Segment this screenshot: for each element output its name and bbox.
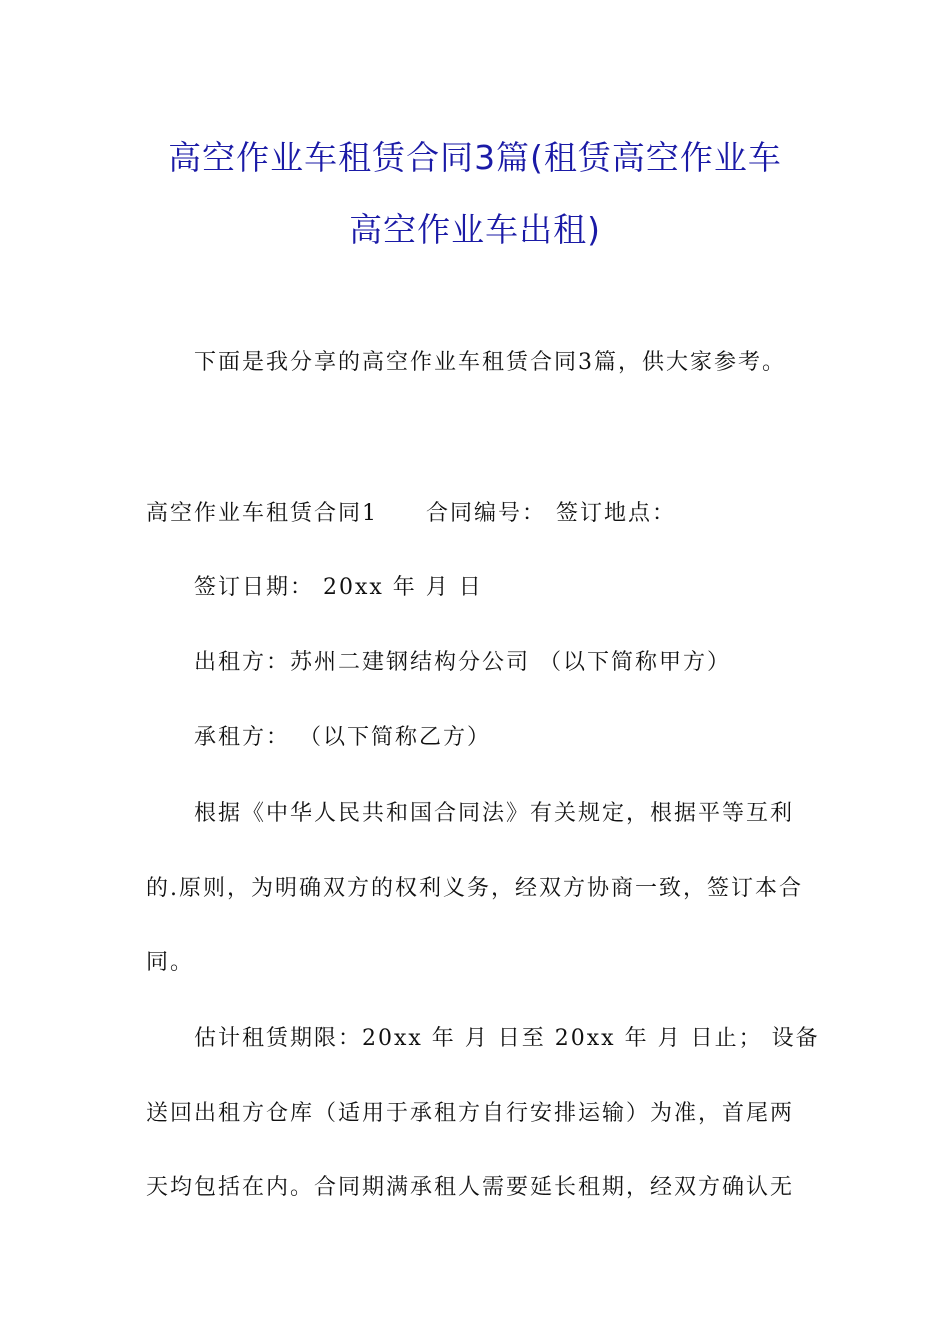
paragraph-2-line-1: 估计租赁期限：20xx 年 月 日至 20xx 年 月 日止； 设备: [194, 1026, 820, 1051]
paragraph-2-line-3: 天均包括在内。合同期满承租人需要延长租期，经双方确认无: [146, 1175, 795, 1200]
signing-place-label: 签订地点：: [556, 501, 677, 526]
document-title-line-2: 高空作业车出租): [349, 210, 601, 249]
lessee-line: 承租方： （以下简称乙方）: [194, 725, 491, 750]
contract-number-label: 合同编号：: [426, 501, 547, 526]
contract-heading: 高空作业车租赁合同1: [146, 501, 378, 526]
intro-paragraph: 下面是我分享的高空作业车租赁合同3篇，供大家参考。: [194, 350, 786, 375]
paragraph-2-line-2: 送回出租方仓库（适用于承租方自行安排运输）为准，首尾两: [146, 1101, 795, 1126]
signing-date-line: 签订日期： 20xx 年 月 日: [194, 575, 483, 600]
lessor-line: 出租方：苏州二建钢结构分公司 （以下简称甲方）: [194, 650, 731, 675]
document-title-line-1: 高空作业车租赁合同3篇(租赁高空作业车: [168, 138, 782, 177]
paragraph-1-line-1: 根据《中华人民共和国合同法》有关规定，根据平等互利: [194, 801, 795, 826]
contract-heading-line: [146, 496, 816, 527]
paragraph-1-line-3: 同。: [146, 950, 195, 975]
paragraph-1-line-2: 的.原则，为明确双方的权利义务，经双方协商一致，签订本合: [146, 876, 803, 901]
